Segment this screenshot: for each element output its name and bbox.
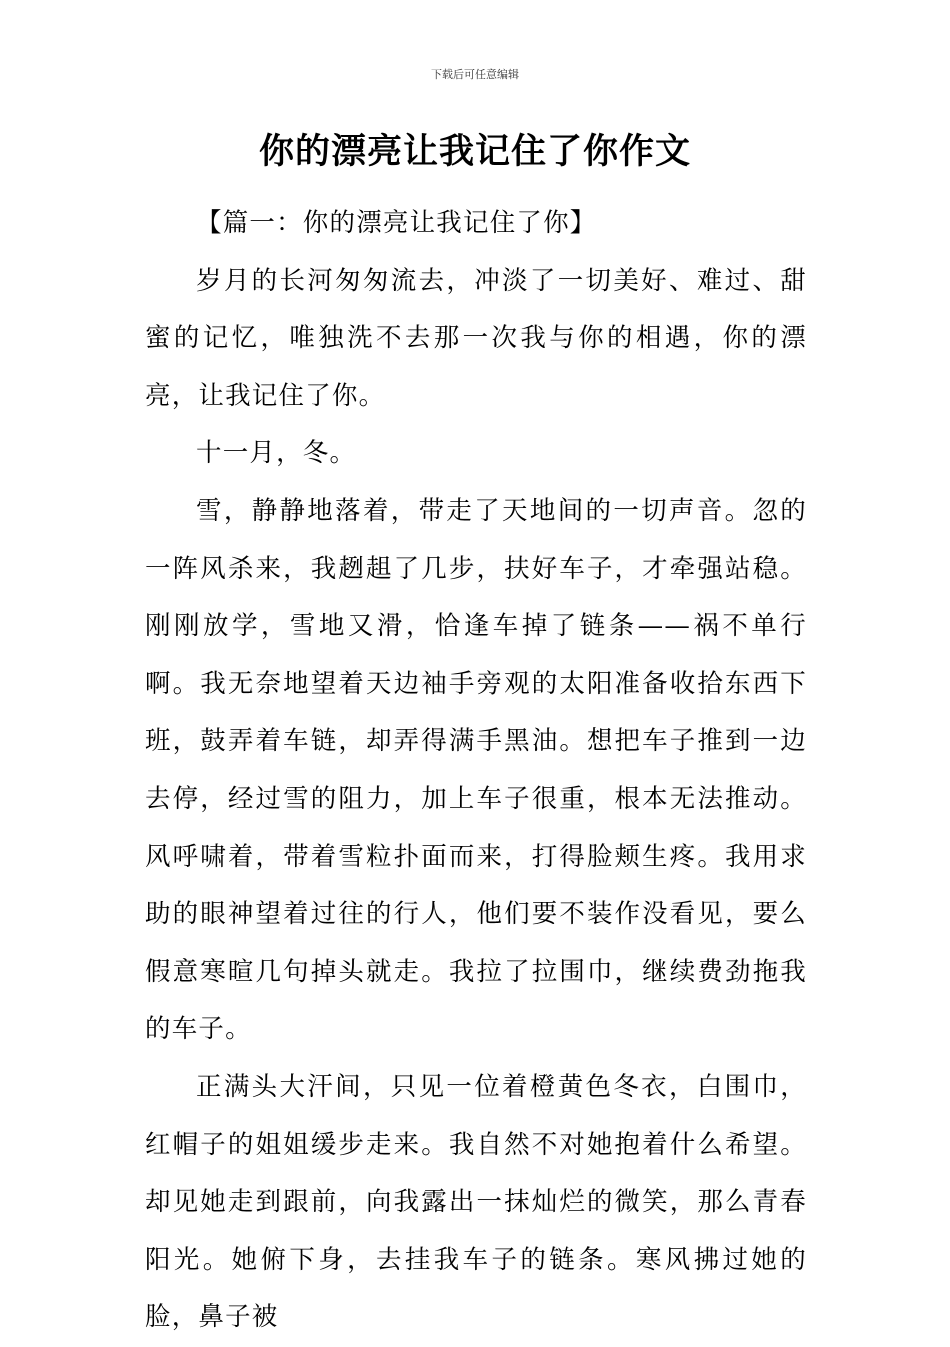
paragraph: 十一月，冬。: [196, 438, 357, 469]
paragraph: 雪，静静地落着，带走了天地间的一切声音。忽的一阵风杀来，我趔趄了几步，扶好车子，才牵强站稳。刚刚放学，雪地又滑，恰逢车掉了链条——祸不单行啊。我无奈地望着天边袖手旁观的太阳准备收拾东西下班，鼓弄着车链，却弄得满手黑油。想把车子推到一边去停，经过雪的阻力，加上车子很重，根本无法推动。风呼啸着，带着雪粒扑面而来，打得脸颊生疼。我用求助的眼神望着过往的行人，他们要不装作没看见，要么假意寒暄几句掉头就走。我拉了拉围巾，继续费劲拖我的车子。: [145, 495, 807, 1045]
paragraph: 正满头大汗间，只见一位着橙黄色冬衣，白围巾，红帽子的姐姐缓步走来。我自然不对她抱着什么希望。却见她走到跟前，向我露出一抹灿烂的微笑，那么青春阳光。她俯下身，去挂我车子的链条。寒风拂过她的脸，鼻子被: [145, 1071, 807, 1333]
section-heading: 【篇一：你的漂亮让我记住了你】: [196, 208, 597, 238]
document-body: [145, 195, 807, 1347]
header-note: 下载后可任意编辑: [431, 68, 519, 81]
document-title: 你的漂亮让我记住了你作文: [258, 132, 691, 172]
paragraph: 岁月的长河匆匆流去，冲淡了一切美好、难过、甜蜜的记忆，唯独洗不去那一次我与你的相遇，你的漂亮，让我记住了你。: [145, 265, 807, 411]
